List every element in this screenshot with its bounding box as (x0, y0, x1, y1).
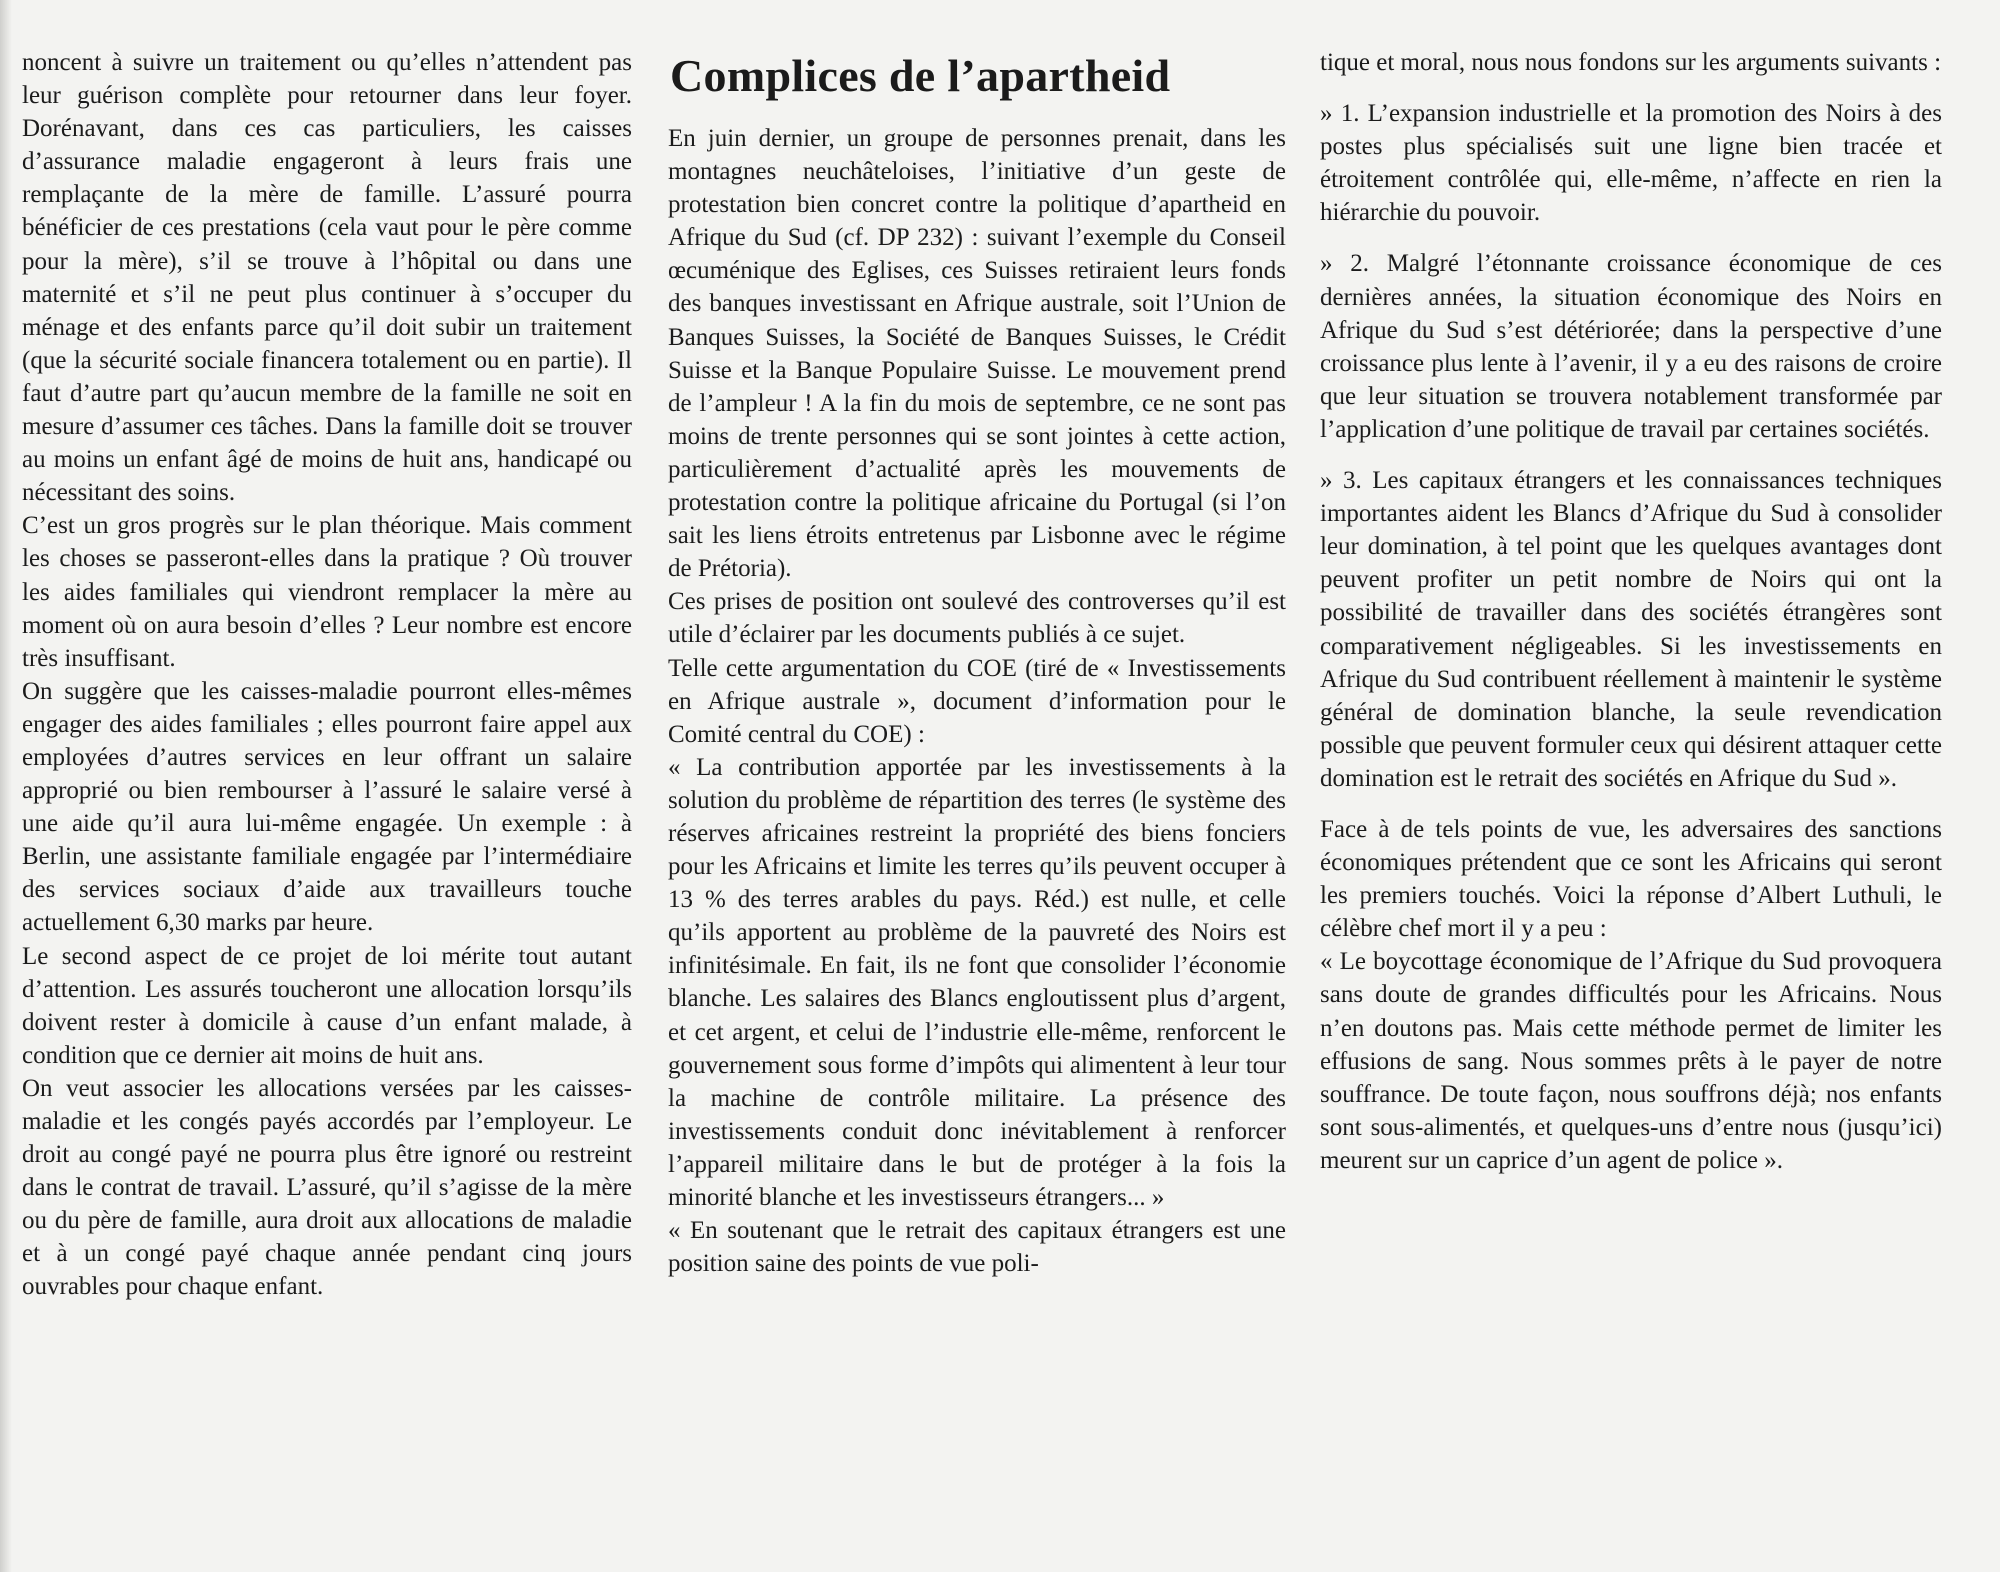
right-paragraph-1: tique et moral, nous nous fondons sur les arguments suivants : (1320, 49, 1942, 76)
middle-paragraph-2: Ces prises de position ont soulevé des controverses qu’il est utile d’éclairer par les documents publiés à ce sujet. (668, 588, 1286, 649)
right-paragraph-6: « Le boycottage économique de l’Afrique du Sud provoquera sans doute de grandes difficultés pour les Africains. Nous n’en doutons pas. Mais cette méthode permet de limiter les effusions de sang. Nous sommes prêts à le payer de notre souffrance. De toute façon, nous souffrons déjà; nos enfants sont sous-alimentés, et quelques-uns d’entre nous (jusqu’ici) meurent sur un caprice d’un agent de police ». (1320, 948, 1942, 1174)
middle-paragraph-4: « La contribution apportée par les investissements à la solution du problème de répartition des terres (le système des réserves africaines restreint la propriété des biens fonciers pour les Africains et limite les terres qu’ils peuvent occuper à 13 % des terres arables du pays. Réd.) est nulle, et celle qu’ils apportent au problème de la pauvreté des Noirs est infinitésimale. En fait, ils ne font que consolider l’économie blanche. Les salaires des Blancs engloutissent plus d’argent, et cet argent, et celui de l’industrie elle-même, renforcent le gouvernement sous forme d’impôts qui alimentent à leur tour la machine de contrôle militaire. La présence des investissements conduit donc inévitablement à renforcer l’appareil militaire dans le but de protéger à la fois la minorité blanche et les investisseurs étrangers... » (668, 753, 1286, 1211)
page-edge-shadow (0, 0, 12, 1572)
left-paragraph-2: C’est un gros progrès sur le plan théorique. Mais comment les choses se passeront-elles dans la pratique ? Où trouver les aides familiales qui viendront remplacer la mère au moment où on aura besoin d’elles ? Leur nombre est encore très insuffisant. (22, 512, 632, 672)
left-paragraph-1: noncent à suivre un traitement ou qu’elles n’attendent pas leur guérison complète pour retourner dans leur foyer. Dorénavant, dans ces cas particuliers, les caisses d’assurance maladie engageront à leurs frais une remplaçante de la mère de famille. L’assuré pourra bénéficier de ces prestations (cela vaut pour le père comme pour la mère), s’il se trouve à l’hôpital ou dans une maternité et s’il ne peut plus continuer à s’occuper du ménage et des enfants parce qu’il doit subir un traitement (que la sécurité sociale financera totalement ou en partie). Il faut d’autre part qu’aucun membre de la famille ne soit en mesure d’assumer ces tâches. Dans la famille doit se trouver au moins un enfant âgé de moins de huit ans, handicapé ou nécessitant des soins. (22, 49, 632, 507)
right-column (1320, 46, 1942, 1177)
middle-paragraph-5: « En soutenant que le retrait des capitaux étrangers est une position saine des points de vue poli- (668, 1217, 1286, 1278)
right-paragraph-5: Face à de tels points de vue, les adversaires des sanctions économiques prétendent que ce sont les Africains qui seront les premiers touchés. Voici la réponse d’Albert Luthuli, le célèbre chef mort il y a peu : (1320, 815, 1942, 943)
middle-column (668, 48, 1286, 1280)
right-paragraph-4: » 3. Les capitaux étrangers et les connaissances techniques importantes aident les Blancs d’Afrique du Sud à consolider leur domination, à tel point que les quelques avantages dont peuvent profiter un petit nombre de Noirs qui ont la possibilité de travailler dans des sociétés étrangères sont comparativement négligeables. Si les investissements en Afrique du Sud contribuent réellement à maintenir le système général de domination blanche, la seule revendication possible que peuvent formuler ceux qui désirent attaquer cette domination est le retrait des sociétés en Afrique du Sud ». (1320, 467, 1942, 792)
right-paragraph-2: » 1. L’expansion industrielle et la promotion des Noirs à des postes plus spécialisés suit une ligne bien tracée et étroitement contrôlée qui, elle-même, n’affecte en rien la hiérarchie du pouvoir. (1320, 100, 1942, 227)
middle-paragraph-3: Telle cette argumentation du COE (tiré de « Investissements en Afrique australe », document d’information pour le Comité central du COE) : (668, 654, 1286, 748)
middle-paragraph-1: En juin dernier, un groupe de personnes prenait, dans les montagnes neuchâteloises, l’initiative d’un geste de protestation bien concret contre la politique d’apartheid en Afrique du Sud (cf. DP 232) : suivant l’exemple du Conseil œcuménique des Eglises, ces Suisses retiraient leurs fonds des banques investissant en Afrique australe, soit l’Union de Banques Suisses, la Société de Banques Suisses, le Crédit Suisse et la Banque Populaire Suisse. Le mouvement prend de l’ampleur ! A la fin du mois de septembre, ce ne sont pas moins de trente personnes qui se sont jointes à cette action, particulièrement d’actualité après les mouvements de protestation contre la politique africaine du Portugal (si l’on sait les liens étroits entretenus par Lisbonne avec le régime de Prétoria). (668, 125, 1286, 583)
right-paragraph-3: » 2. Malgré l’étonnante croissance économique de ces dernières années, la situation économique des Noirs en Afrique du Sud s’est détériorée; dans la perspective d’une croissance plus lente à l’avenir, il y a eu des raisons de croire que leur situation se trouvera notablement transformée par l’application d’une politique de travail par certaines sociétés. (1320, 250, 1942, 443)
left-paragraph-4: Le second aspect de ce projet de loi mérite tout autant d’attention. Les assurés toucheront une allocation lorsqu’ils doivent rester à domicile à cause d’un enfant malade, à condition que ce dernier ait moins de huit ans. (22, 942, 632, 1069)
left-paragraph-3: On suggère que les caisses-maladie pourront elles-mêmes engager des aides familiales ; elles pourront faire appel aux employées d’autres services en leur offrant un salaire approprié ou bien rembourser à l’assuré le salaire versé à une aide qu’il aura lui-même engagée. Un exemple : à Berlin, une assistante familiale engagée par l’intermédiaire des services sociaux d’aide aux travailleurs touche actuellement 6,30 marks par heure. (22, 677, 632, 937)
article-headline: Complices de l’apartheid (670, 50, 1171, 101)
left-paragraph-5: On veut associer les allocations versées par les caisses-maladie et les congés payés accordés par l’employeur. Le droit au congé payé ne pourra plus être ignoré ou restreint dans le contrat de travail. L’assuré, qu’il s’agisse de la mère ou du père de famille, aura droit aux allocations de maladie et à un congé payé chaque année pendant cinq jours ouvrables pour chaque enfant. (22, 1074, 632, 1301)
left-column (22, 46, 632, 1304)
